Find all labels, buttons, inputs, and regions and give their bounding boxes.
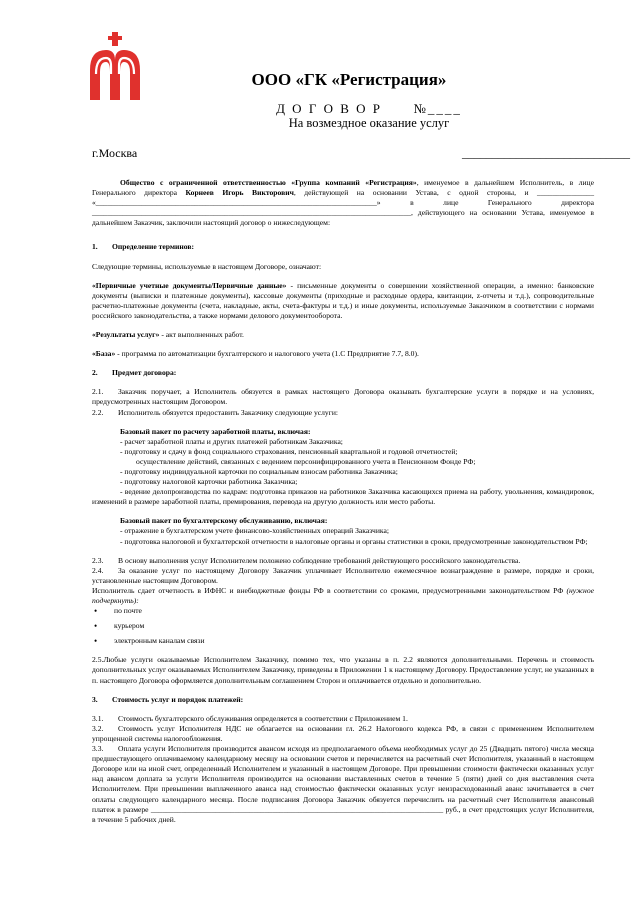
term-base-name: «База» — [92, 349, 116, 359]
clause-2-3 — [92, 556, 594, 566]
clause-2-5: 2.5.Любые услуги оказываемые Исполнителем Заказчику, помимо тех, что указаны в п. 2.2 являются дополнительными. Перечень и стоимость дополнительных услуг оказываемых Исполнителем Заказчику, приведены в Приложении 1 к настоящему Договору. Предоставление услуг, не указанных в п. настоящего Договора оформляется дополнительным соглашением Сторон и оплачивается отдельно и дополнительно. — [92, 655, 594, 685]
channel-electronic: • электронным каналам связи — [92, 636, 594, 646]
section-3-number: 3. — [92, 694, 98, 704]
term-primary-docs — [92, 281, 594, 321]
clause-3-3-number: 3.3. — [92, 744, 104, 754]
term-primary-docs-name: «Первичные учетные документы/Первичные данные» — [92, 280, 287, 290]
clause-2-4-number: 2.4. — [92, 565, 104, 575]
clause-2-1-text: Заказчик поручает, а Исполнитель обязуется в рамках настоящего Договора оказывать бухгалтерские услуги в порядке и на условиях, предусмотренных настоящим Договором. — [92, 387, 594, 407]
clause-3-1 — [92, 714, 594, 724]
contract-subtitle: На возмездное оказание услуг — [288, 116, 450, 130]
section-3-heading — [92, 695, 594, 705]
accounting-item-1: - отражение в бухгалтерском учете финансово-хозяйственных операций Заказчика; — [120, 526, 389, 536]
clause-3-3-text: Оплата услуги Исполнителя производится авансом исходя из предполагаемого объема необходимых услуг до 25 (Двадцать пятого) числа месяца предшествующего оплачиваемому календарному месяцу на основании счетов и перечисляется на расчетный счет Исполнителя, указанный в настоящем Договоре или на иной счет, определенный Исполнителем и указанный в настоящем Договоре. При превышении стоимости фактически оказанных услуг над авансом доплата за услуги Исполнителя производится на основании выставленных счетов в течение 5 (пяти) дней со дня выставления счета Исполнителем. При превышении выплаченного аванса над стоимостью фактически оказанных услуг неизрасходованный аванс зачитывается в счет оплаты следующего календарного месяца. После подписания Договора Заказчик обязуется перечислить на расчетный счет Исполнителя авансовый платеж в размере _____________________________________________________________________________ руб., в счет предстоящих услуг Исполнителя, в течение 5 рабочих дней. — [92, 744, 594, 824]
clause-3-2 — [92, 724, 594, 744]
clause-2-1-number: 2.1. — [92, 387, 104, 397]
reporting-clause-note: (нужное подчеркнуть): — [92, 585, 594, 605]
section-1-intro: Следующие термины, используемые в настоящем Договоре, означают: — [92, 261, 322, 271]
term-base-text: - программа по автоматизации бухгалтерского и налогового учета (1.С Предприятие 7.7, 8.0). — [115, 349, 419, 359]
payroll-item-6: - ведение делопроизводства по кадрам: подготовка приказов на работников Заказчика касающихся приема на работу, увольнения, командировок, изменений в размере заработной платы, премирования, перевода на другую должность или место работы. — [92, 487, 594, 507]
preamble-text-2: , действующей на основании Устава, с одной стороны, и _______________ «__________________________________________________________________________» в лице Генерального директора ____________________________________________________________________________________, действующего на основании Устава, именуемое в дальнейшем Заказчик, заключили настоящий договор о нижеследующем: — [92, 188, 594, 228]
clause-2-2-text: Исполнитель обязуется предоставить Заказчику следующие услуги: — [118, 407, 338, 417]
section-1-title: Определение терминов: — [112, 242, 195, 252]
contract-body — [92, 178, 594, 825]
clause-2-3-text: В основу выполнения услуг Исполнителем положено соблюдение требований действующего российского законодательства. — [118, 555, 521, 565]
clause-3-2-number: 3.2. — [92, 723, 104, 733]
contract-title: Д О Г О В О Р №____ — [276, 101, 462, 116]
payroll-item-5: - подготовку налоговой карточки работника Заказчика; — [120, 477, 298, 487]
term-results-text: - акт выполненных работ. — [159, 330, 244, 340]
clause-2-4 — [92, 566, 594, 586]
payroll-item-1: - расчет заработной платы и других платежей работникам Заказчика; — [120, 436, 343, 446]
term-primary-docs-text: - письменные документы о совершении хозяйственной операции, а именно: банковские документы (выписки и платежные документы), кассовые документы (приходные и расходные ордера, квитанции, z-отчеты и т.д.), сопроводительные расчетно-платежные документы (счета, накладные, акты, счета-фактуры и т.д.) и иные документы, используемые Заказчиком в соответствии с нормами российского законодательства, а также нормами делового документооборота. — [92, 280, 594, 320]
reporting-clause — [92, 586, 594, 606]
payroll-item-4: - подготовку индивидуальной карточки по социальным взносам работника Заказчика; — [120, 466, 398, 476]
preamble — [92, 178, 594, 228]
clause-2-2-number: 2.2. — [92, 407, 104, 417]
section-2-heading — [92, 368, 594, 378]
payroll-item-2: - подготовку и сдачу в фонд социального страхования, пенсионный квартальной и годовой отчетностей; — [120, 446, 458, 456]
payroll-package-title: Базовый пакет по расчету заработной платы, включая: — [120, 426, 311, 436]
term-base — [92, 349, 594, 359]
clause-3-3 — [92, 744, 594, 825]
clause-3-1-number: 3.1. — [92, 713, 104, 723]
company-logo — [84, 30, 146, 106]
clause-2-1 — [92, 387, 594, 407]
company-name: ООО «ГК «Регистрация» — [251, 70, 447, 89]
preamble-text-1: , именуемое в дальнейшем Исполнитель, в лице Генерального директора — [92, 178, 594, 198]
accounting-item-2: - подготовка налоговой и бухгалтерской отчетности в налоговые органы и органы статистики в сроки, предусмотренные законодательством РФ; — [120, 536, 588, 546]
section-2-title: Предмет договора: — [112, 368, 177, 378]
section-1-number: 1. — [92, 242, 98, 252]
clause-3-2-text: Стоимость услуг Исполнителя НДС не облагается на основании гл. 26.2 Налогового кодекса РФ, в связи с применением Исполнителем упрощенной системы налогообложения. — [92, 723, 594, 743]
contract-date-blank: ____________________________ — [462, 146, 630, 160]
term-results-name: «Результаты услуг» — [92, 330, 160, 340]
accounting-package-title: Базовый пакет по бухгалтерскому обслуживанию, включая: — [120, 516, 328, 526]
clause-2-2 — [92, 408, 594, 418]
section-2-number: 2. — [92, 368, 98, 378]
preamble-lead: Общество с ограниченной ответственностью «Группа компаний «Регистрация» — [120, 178, 417, 187]
clause-2-3-number: 2.3. — [92, 555, 104, 565]
section-3-title: Стоимость услуг и порядок платежей: — [112, 694, 244, 704]
section-1-heading — [92, 242, 594, 252]
clause-2-4-text: За оказание услуг по настоящему Договору Заказчик уплачивает Исполнителю ежемесячное вознаграждение в размере, порядке и сроки, установленные настоящим Договором. — [92, 565, 594, 585]
clause-3-1-text: Стоимость бухгалтерского обслуживания определяется в соответствии с Приложением 1. — [118, 713, 408, 723]
payroll-item-3: осуществление действий, связанных с ведением персонифицированного учета в Пенсионном Фонде РФ; — [136, 456, 476, 466]
contract-city: г.Москва — [92, 146, 138, 160]
channel-post: • по почте — [92, 606, 594, 616]
director-name: Корнеев Игорь Викторович — [185, 188, 294, 198]
term-results — [92, 330, 594, 340]
channel-courier: • курьером — [92, 621, 594, 631]
reporting-clause-text: Исполнитель сдает отчетность в ИФНС и внебюджетные фонды РФ в соответствии со сроками, предусмотренными законодательством РФ — [92, 585, 567, 595]
